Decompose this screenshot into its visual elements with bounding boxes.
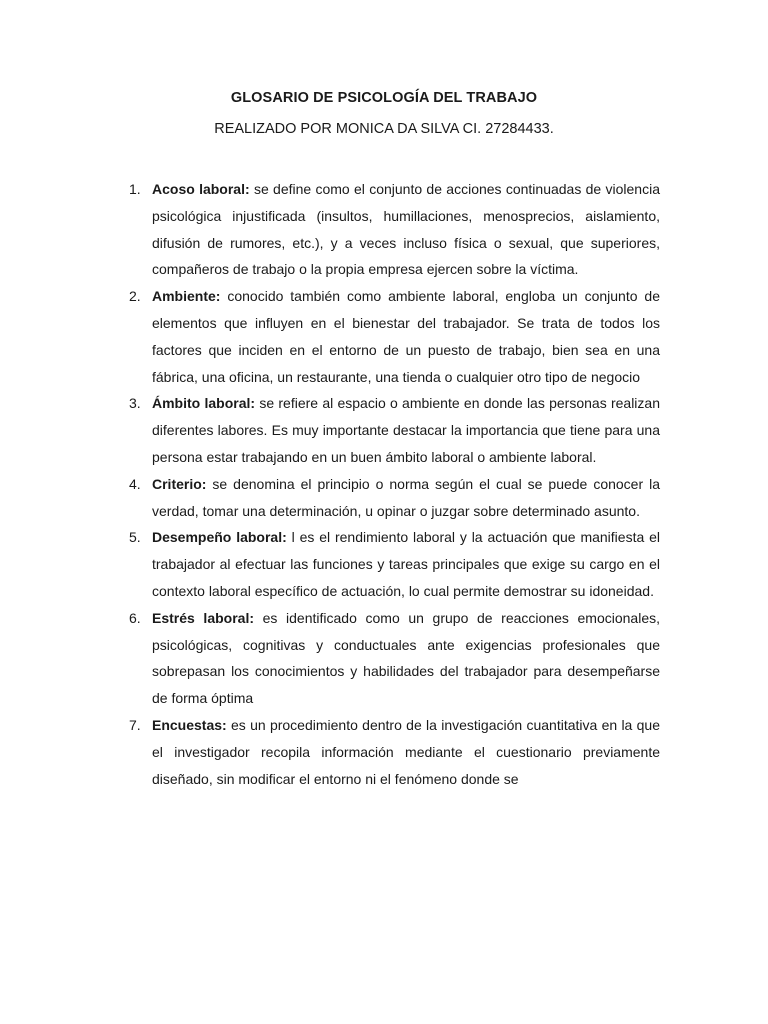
glossary-entry (0, 176, 768, 283)
entry-term: Acoso laboral: (152, 181, 254, 197)
entry-term: Desempeño laboral: (152, 529, 292, 546)
entry-term: Encuestas: (152, 716, 231, 733)
glossary-entry (0, 471, 768, 525)
entry-definition: se define como el conjunto de acciones continuadas de violencia psicológica injustificada (insultos, humillaciones, menosprecios, aislamiento, difusión de rumores, etc.), y a veces incluso física o sexual, que superiores, compañeros de trabajo o la propia empresa ejercen sobre la víctima. (152, 181, 660, 278)
document-subtitle: REALIZADO POR MONICA DA SILVA CI. 27284433. (214, 121, 554, 137)
entry-definition: es un procedimiento dentro de la investigación cuantitativa en la que el investigador recopila información mediante el cuestionario previamente diseñado, sin modificar el entorno ni el fenómeno donde se (152, 716, 660, 787)
entry-number: 6. (129, 609, 141, 626)
entry-definition: se refiere al espacio o ambiente en donde las personas realizan diferentes labores. Es muy importante destacar la importancia que tiene para una persona estar trabajando en un buen ámbito laboral o ambiente laboral. (152, 395, 660, 465)
entry-number: 4. (129, 475, 141, 492)
entry-definition: conocido también como ambiente laboral, engloba un conjunto de elementos que influyen en el bienestar del trabajador. Se trata de todos los factores que inciden en el entorno de un puesto de trabajo, bien sea en una fábrica, una oficina, un restaurante, una tienda o cualquier otro tipo de negocio (152, 288, 660, 385)
glossary-entry (0, 712, 768, 792)
entry-definition: se denomina el principio o norma según el cual se puede conocer la verdad, tomar una determinación, u opinar o juzgar sobre determinado asunto. (152, 475, 660, 519)
entry-term: Ambiente: (152, 288, 228, 305)
glossary-entry (0, 283, 768, 390)
glossary-entry (0, 524, 768, 604)
entry-number: 5. (129, 529, 141, 546)
entry-definition: es identificado como un grupo de reacciones emocionales, psicológicas, cognitivas y conductuales ante exigencias profesionales que sobrepasan los conocimientos y habilidades del trabajador para desempeñarse de forma óptima (152, 609, 660, 707)
entry-term: Ámbito laboral: (152, 395, 260, 412)
entry-term: Criterio: (152, 475, 213, 492)
entry-term: Estrés laboral: (152, 609, 263, 626)
glossary-list (0, 176, 768, 792)
entry-number: 2. (129, 288, 141, 305)
entry-definition: l es el rendimiento laboral y la actuación que manifiesta el trabajador al efectuar las funciones y tareas principales que exige su cargo en el contexto laboral específico de actuación, lo cual permite demostrar su idoneidad. (152, 529, 660, 599)
document-title: GLOSARIO DE PSICOLOGÍA DEL TRABAJO (230, 90, 538, 106)
entry-number: 3. (129, 395, 141, 412)
entry-number: 1. (129, 181, 141, 197)
glossary-entry (0, 605, 768, 712)
entry-number: 7. (129, 716, 141, 733)
glossary-entry (0, 390, 768, 470)
